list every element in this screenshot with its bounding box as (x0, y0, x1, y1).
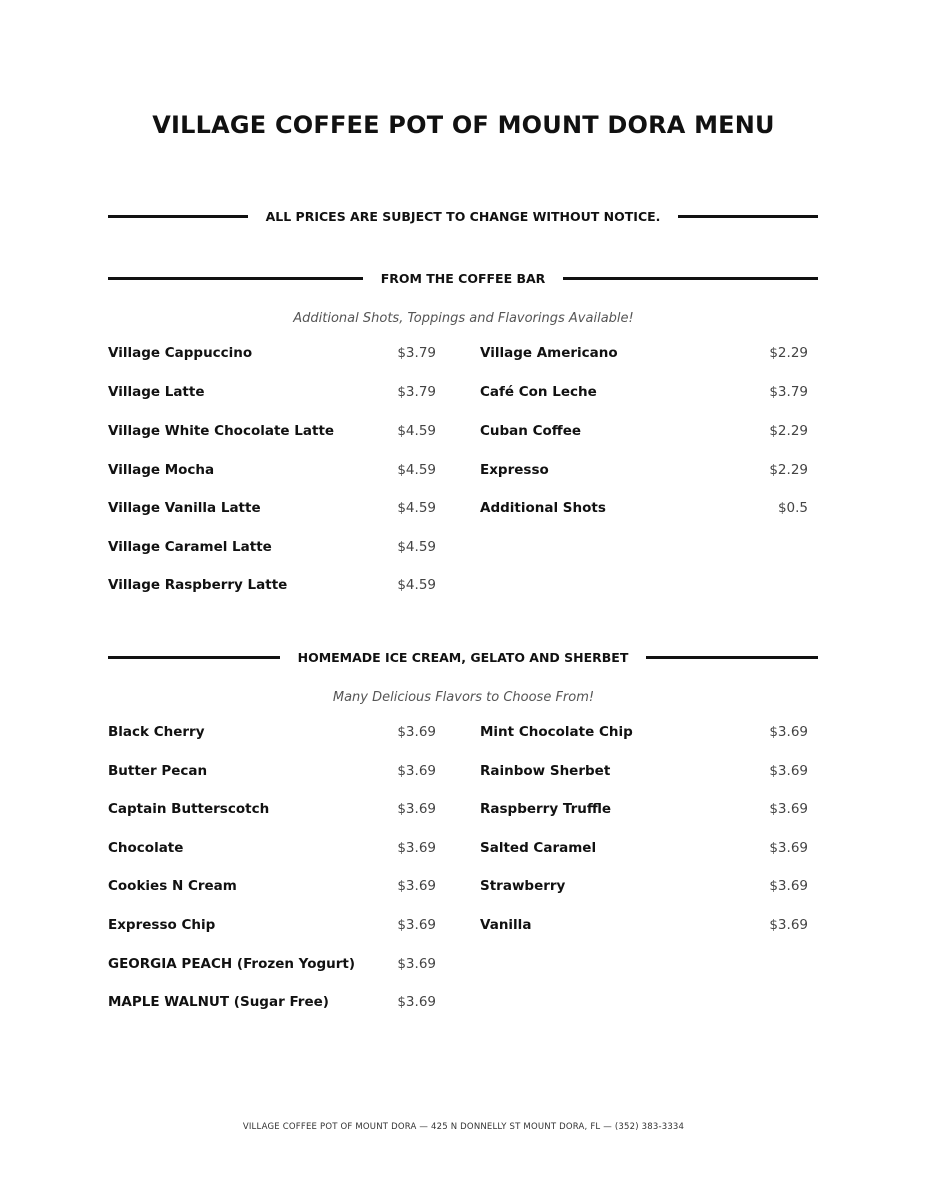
item-name: Raspberry Truffle (480, 801, 612, 817)
menu-item (480, 876, 808, 896)
item-name: Rainbow Sherbet (480, 763, 611, 779)
item-name: Strawberry (480, 878, 566, 894)
item-name: Captain Butterscotch (108, 801, 270, 817)
footer-address: VILLAGE COFFEE POT OF MOUNT DORA — 425 N DONNELLY ST MOUNT DORA, FL — (352) 383-3334 (242, 1122, 685, 1132)
item-name: Village Americano (480, 345, 618, 361)
item-price: $3.69 (397, 878, 436, 894)
item-name: Additional Shots (480, 500, 606, 516)
item-price: $2.29 (769, 423, 808, 439)
divider-line (108, 277, 363, 280)
price-notice (108, 206, 818, 226)
item-name: GEORGIA PEACH (Frozen Yogurt) (108, 956, 356, 972)
divider-line (108, 215, 248, 218)
icecream-section-title: HOMEMADE ICE CREAM, GELATO AND SHERBET (297, 649, 629, 665)
item-price: $4.59 (397, 500, 436, 516)
coffee-section-subtitle: Additional Shots, Toppings and Flavorings Available! (293, 311, 634, 326)
item-price: $3.69 (397, 917, 436, 933)
item-name: MAPLE WALNUT (Sugar Free) (108, 994, 329, 1010)
divider-line (646, 656, 818, 659)
item-price: $3.69 (769, 763, 808, 779)
menu-item (108, 498, 436, 518)
menu-item (108, 761, 436, 781)
item-price: $4.59 (397, 539, 436, 555)
menu-item (480, 838, 808, 858)
item-name: Expresso Chip (108, 917, 216, 933)
item-name: Village Caramel Latte (108, 539, 272, 555)
item-price: $3.69 (769, 724, 808, 740)
item-price: $3.69 (397, 801, 436, 817)
item-name: Village Mocha (108, 462, 215, 478)
item-price: $3.69 (397, 840, 436, 856)
icecream-section-subtitle: Many Delicious Flavors to Choose From! (332, 690, 595, 705)
item-price: $3.69 (769, 878, 808, 894)
menu-item (108, 382, 436, 402)
divider-line (563, 277, 818, 280)
item-price: $2.29 (769, 345, 808, 361)
menu-item (480, 498, 808, 518)
item-price: $3.69 (769, 840, 808, 856)
menu-item (108, 421, 436, 441)
item-price: $4.59 (397, 423, 436, 439)
menu-item (108, 838, 436, 858)
menu-item (480, 460, 808, 480)
item-name: Café Con Leche (480, 384, 597, 400)
item-name: Black Cherry (108, 724, 205, 740)
menu-item (108, 876, 436, 896)
menu-item (108, 722, 436, 742)
item-price: $4.59 (397, 462, 436, 478)
item-price: $3.69 (397, 956, 436, 972)
menu-item (108, 537, 436, 557)
item-price: $3.79 (769, 384, 808, 400)
menu-item (480, 761, 808, 781)
item-price: $2.29 (769, 462, 808, 478)
menu-item (480, 382, 808, 402)
menu-item (480, 722, 808, 742)
menu-item (108, 460, 436, 480)
icecream-section-header (108, 647, 818, 667)
item-price: $3.69 (397, 763, 436, 779)
item-price: $3.69 (397, 724, 436, 740)
item-name: Cookies N Cream (108, 878, 237, 894)
menu-item (480, 421, 808, 441)
item-name: Vanilla (480, 917, 532, 933)
item-name: Village White Chocolate Latte (108, 423, 335, 439)
item-name: Village Raspberry Latte (108, 577, 288, 593)
item-name: Salted Caramel (480, 840, 597, 856)
coffee-section-title: FROM THE COFFEE BAR (380, 270, 546, 286)
divider-line (678, 215, 818, 218)
item-price: $3.79 (397, 345, 436, 361)
item-name: Village Latte (108, 384, 205, 400)
menu-item (108, 799, 436, 819)
menu-item (108, 915, 436, 935)
menu-item (108, 954, 436, 974)
item-price: $3.69 (397, 994, 436, 1010)
menu-item (108, 343, 436, 363)
divider-line (108, 656, 280, 659)
item-price: $0.5 (777, 500, 808, 516)
menu-item (480, 343, 808, 363)
item-name: Butter Pecan (108, 763, 208, 779)
item-name: Village Cappuccino (108, 345, 253, 361)
menu-item (108, 992, 436, 1012)
item-price: $3.69 (769, 801, 808, 817)
menu-item (480, 799, 808, 819)
item-name: Expresso (480, 462, 549, 478)
item-name: Village Vanilla Latte (108, 500, 261, 516)
menu-item (480, 915, 808, 935)
item-name: Cuban Coffee (480, 423, 582, 439)
item-name: Mint Chocolate Chip (480, 724, 633, 740)
menu-item (108, 575, 436, 595)
coffee-section-header (108, 268, 818, 288)
menu-title: VILLAGE COFFEE POT OF MOUNT DORA MENU (152, 111, 775, 139)
price-notice-text: ALL PRICES ARE SUBJECT TO CHANGE WITHOUT NOTICE. (265, 208, 661, 224)
item-name: Chocolate (108, 840, 184, 856)
item-price: $4.59 (397, 577, 436, 593)
item-price: $3.69 (769, 917, 808, 933)
item-price: $3.79 (397, 384, 436, 400)
